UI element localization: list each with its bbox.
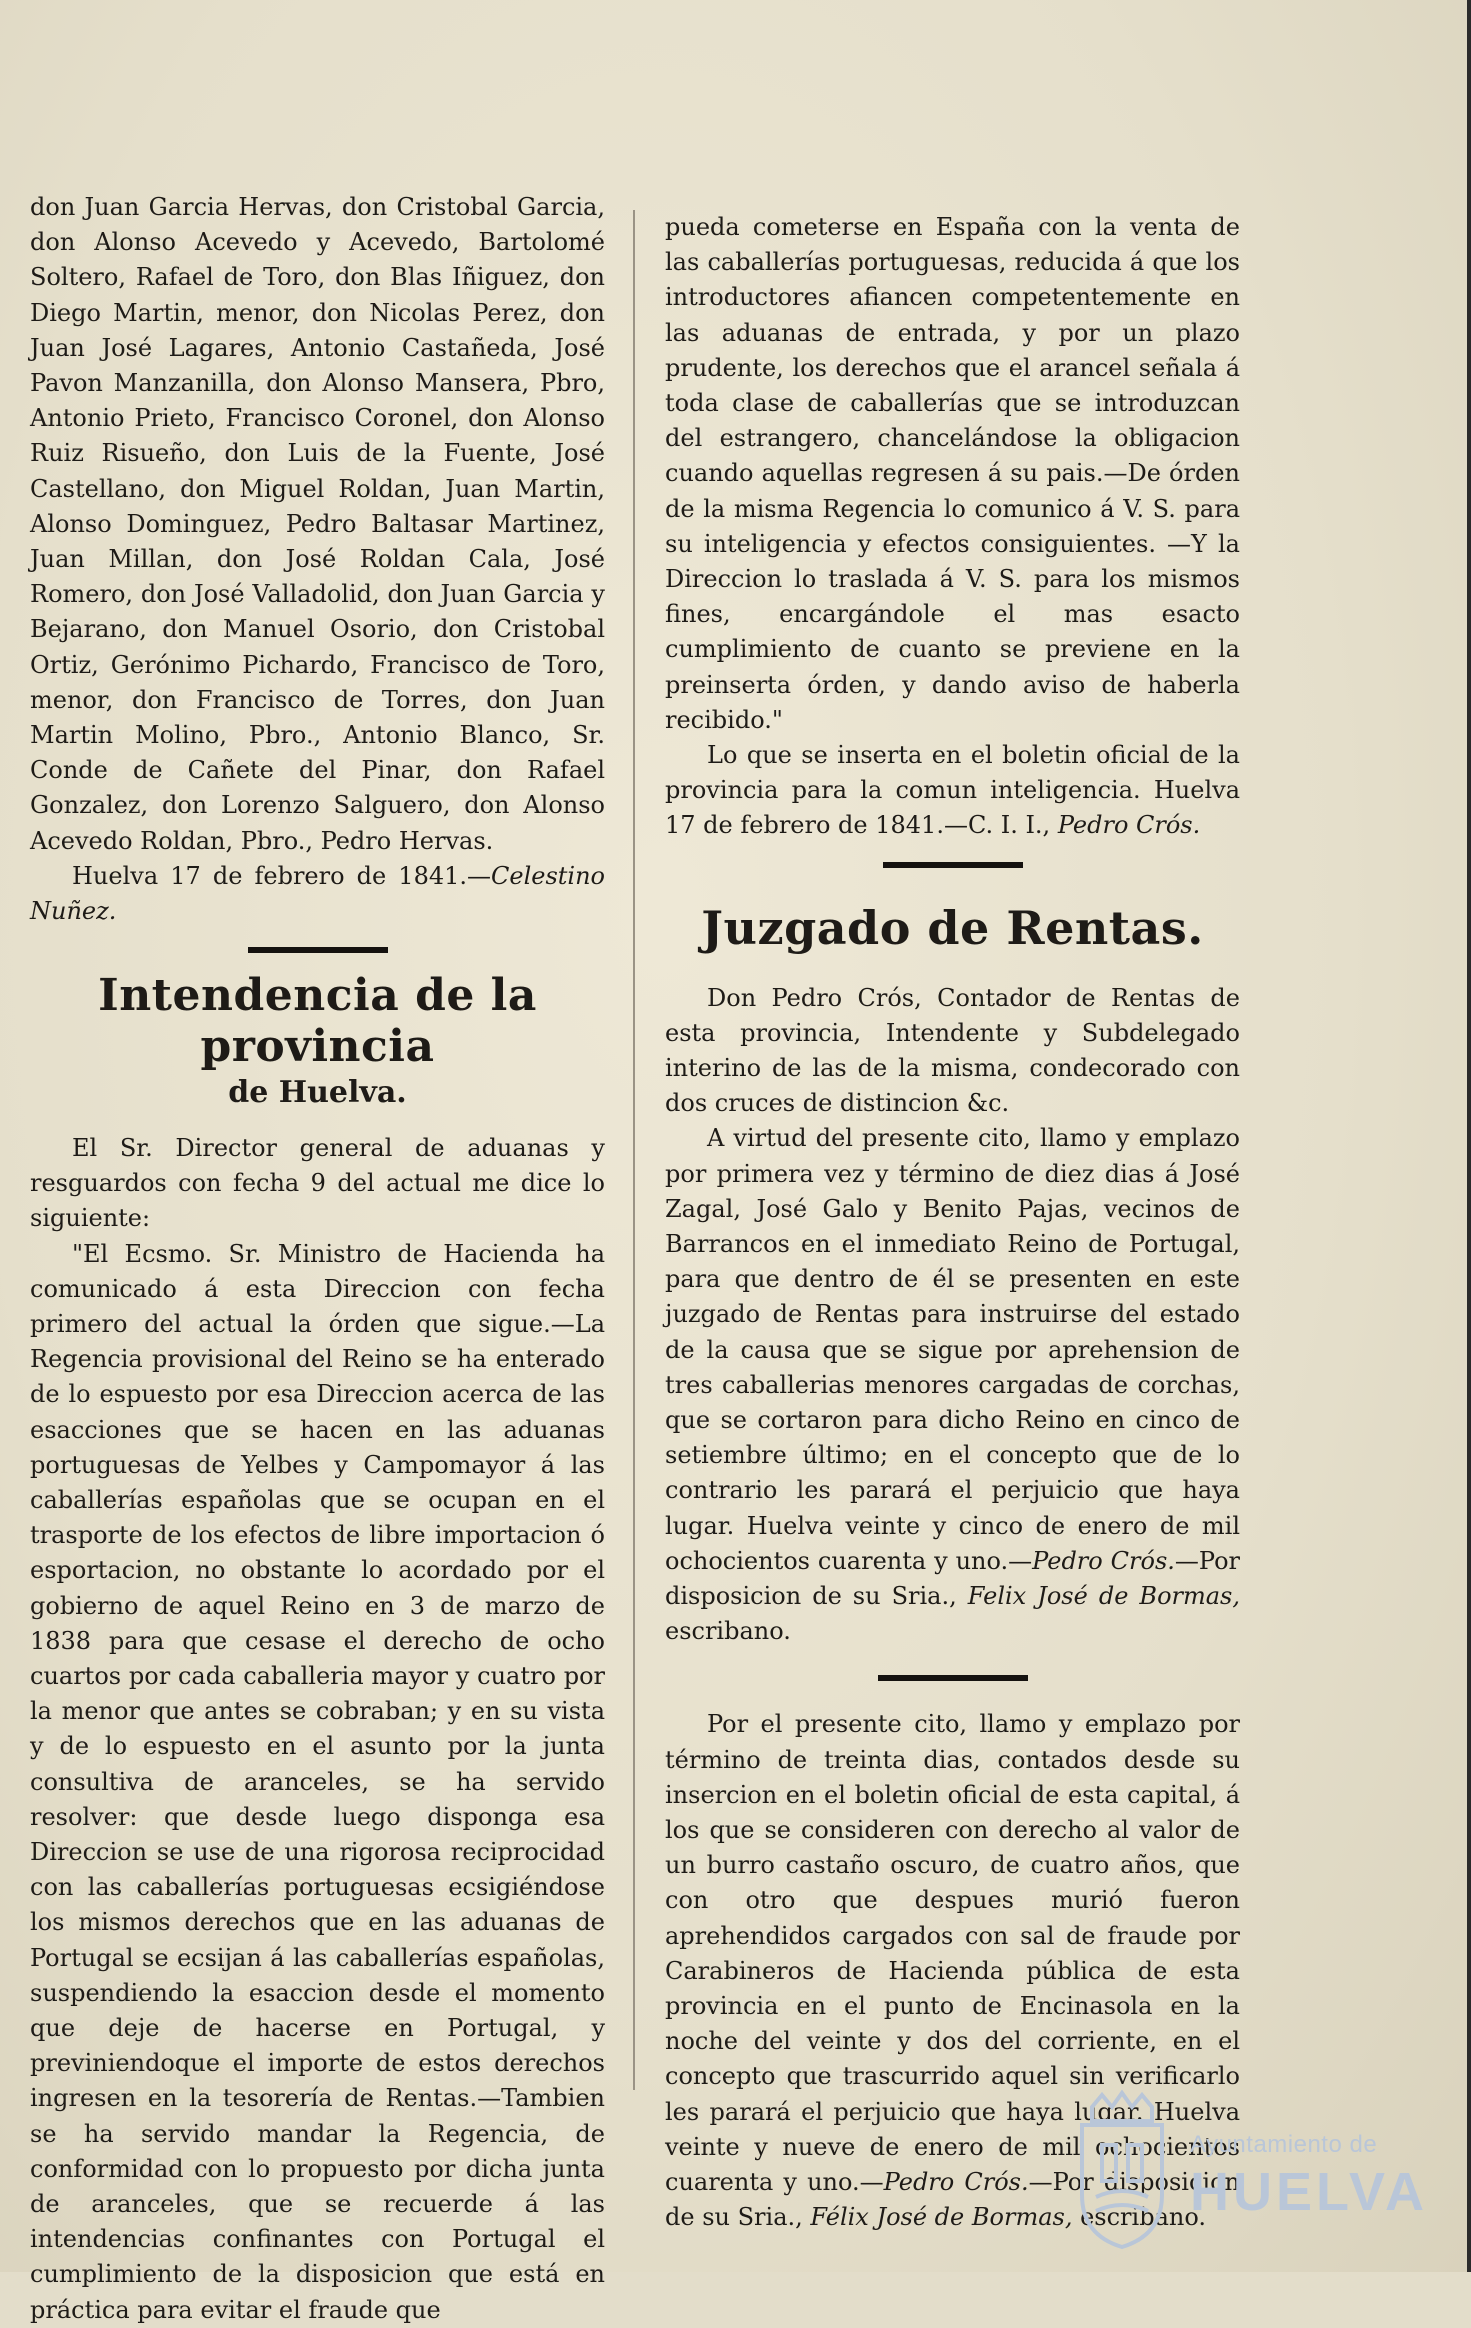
second-notice-text: Por el presente cito, llamo y emplazo por término de treinta dias, contados desde su insercion en el boletin oficial de esta capital, á los que se consideren con derecho al valor de un burro castaño oscuro, de cuatro años, que con otro que despues murió fueron aprehendidos cargados con sal de fraude por Carabineros de Hacienda pública de esta provincia en el punto de Encinasola en la noche del veinte y dos del corriente, en el concepto que trascurrido aquel sin verificarlo les parará el perjuicio que haya lugar. Huelva veinte y nueve de enero de mil ochocientos cuarenta y uno.— — [665, 1710, 1240, 2197]
juzgado-mid-text: —Por disposicion de su Sria., — [665, 1546, 1240, 1610]
second-mid-text: —Por disposicion de su Sria., — [665, 2168, 1240, 2232]
closing-line — [30, 859, 605, 929]
watermark-text — [1190, 2131, 1428, 2223]
ayuntamiento-watermark — [1062, 2085, 1442, 2255]
second-signature-1: Pedro Crós. — [883, 2168, 1029, 2197]
closing-date: Huelva 17 de febrero de 1841.— — [72, 861, 491, 890]
right-column — [665, 210, 1240, 2235]
juzgado-body-text: A virtud del presente cito, llamo y emplazo por primera vez y término de diez dias á José Zagal, José Galo y Benito Pajas, vecinos de Barrancos en el inmediato Reino de Portugal, para que dentro de él se presenten en este juzgado de Rentas para instruirse del estado de la causa que se sigue por aprehension de tres caballerias menores cargadas de corchas, que se cortaron para dicho Reino en cinco de setiembre último; en el concepto que de lo contrario les parará el perjuicio que haya lugar. Huelva veinte y cinco de enero de mil ochocientos cuarenta y uno.— — [665, 1124, 1240, 1575]
second-signature-2: Félix José de Bormas, — [810, 2203, 1073, 2232]
juzgado-body — [665, 1121, 1240, 1649]
left-column — [30, 190, 605, 2328]
continuation-paragraph: pueda cometerse en España con la venta de las caballerías portuguesas, reducida á que los introductores afiancen competentemente en las aduanas de entrada, y por un plazo prudente, los derechos que el arancel señala á toda clase de caballerías que se introduzcan del estrangero, chancelándose la obligacion cuando aquellas regresen á su pais.—De órden de la misma Regencia lo comunico á V. S. para su inteligencia y efectos consiguientes. —Y la Direccion lo traslada á V. S. para los mismos fines, encargándole el mas esacto cumplimiento de cuanto se previene en la preinserta órden, y dando aviso de haberla recibido." — [665, 213, 1240, 734]
second-end-text: escribano. — [1080, 2203, 1206, 2232]
names-paragraph: don Juan Garcia Hervas, don Cristobal Garcia, don Alonso Acevedo y Acevedo, Bartolomé Soltero, Rafael de Toro, don Blas Iñiguez, don Diego Martin, menor, don Nicolas Perez, don Juan José Lagares, Antonio Castañeda, José Pavon Manzanilla, don Alonso Mansera, Pbro, Antonio Prieto, Francisco Coronel, don Alonso Ruiz Risueño, don Luis de la Fuente, José Castellano, don Miguel Roldan, Juan Martin, Alonso Dominguez, Pedro Baltasar Martinez, Juan Millan, don José Roldan Cala, José Romero, don José Valladolid, don Juan Garcia y Bejarano, don Manuel Osorio, don Cristobal Ortiz, Gerónimo Pichardo, Francisco de Toro, menor, don Francisco de Torres, don Juan Martin Molino, Pbro., Antonio Blanco, Sr. Conde de Cañete del Pinar, don Rafael Gonzalez, don Lorenzo Salguero, don Alonso Acevedo Roldan, Pbro., Pedro Hervas. — [30, 193, 605, 855]
page-edge — [1467, 0, 1471, 2272]
intro-paragraph: El Sr. Director general de aduanas y resguardos con fecha 9 del actual me dice lo siguiente: — [30, 1133, 605, 1233]
intendencia-title: Intendencia de la provincia — [98, 970, 537, 1072]
juzgado-end-text: escribano. — [665, 1617, 791, 1646]
short-divider — [878, 1675, 1028, 1681]
juzgado-signature-2: Felix José de Bormas, — [967, 1582, 1240, 1610]
intendencia-subtitle: de Huelva. — [228, 1075, 407, 1111]
watermark-line2: HUELVA — [1190, 2162, 1428, 2222]
juzgado-signature-1: Pedro Crós. — [1032, 1546, 1175, 1575]
juzgado-intro: Don Pedro Crós, Contador de Rentas de esta provincia, Intendente y Subdelegado interino de las de la misma, condecorado con dos cruces de distincion &c. — [665, 983, 1240, 1118]
section-divider-right — [883, 862, 1023, 868]
insert-paragraph — [665, 738, 1240, 844]
insert-text: Lo que se inserta en el boletin oficial de la provincia para la comun inteligencia. Huelva 17 de febrero de 1841.—C. I. I., — [665, 741, 1240, 840]
column-divider — [633, 210, 635, 2090]
crest-icon — [1062, 2085, 1182, 2255]
watermark-line1: Ayuntamiento de — [1190, 2131, 1378, 2158]
closing-signature: Celestino Nuñez. — [30, 861, 605, 926]
section-divider — [248, 947, 388, 953]
body-paragraph: "El Ecsmo. Sr. Ministro de Hacienda ha comunicado á esta Direccion con fecha primero del actual la órden que sigue.—La Regencia provisional del Reino se ha enterado de lo espuesto por esa Direccion acerca de las esacciones que se hacen en las aduanas portuguesas de Yelbes y Campomayor á las caballerías españolas que se ocupan en el trasporte de los efectos de libre importacion ó esportacion, no obstante lo acordado por el gobierno de aquel Reino en 3 de marzo de 1838 para que cesase el derecho de ocho cuartos por cada caballeria mayor y cuatro por la menor que antes se cobraban; y en su vista y de lo espuesto en el asunto por la junta consultiva de aranceles, se ha servido resolver: que desde luego disponga esa Direccion se use de una rigorosa reciprocidad con las caballerías portuguesas ecsigiéndose los mismos derechos que en las aduanas de Portugal se ecsijan á las caballerías españolas, suspendiendo la esaccion desde el momento que deje de hacerse en Portugal, y previniendoque el importe de estos derechos ingresen en la tesorería de Rentas.—Tambien se ha servido mandar la Regencia, de conformidad con lo propuesto por dicha junta de aranceles, que se recuerde á las intendencias confinantes con Portugal el cumplimiento de la disposicion que está en práctica para evitar el fraude que — [30, 1239, 605, 2324]
insert-signature: Pedro Crós. — [1057, 811, 1201, 840]
juzgado-title: Juzgado de Rentas. — [701, 900, 1204, 955]
